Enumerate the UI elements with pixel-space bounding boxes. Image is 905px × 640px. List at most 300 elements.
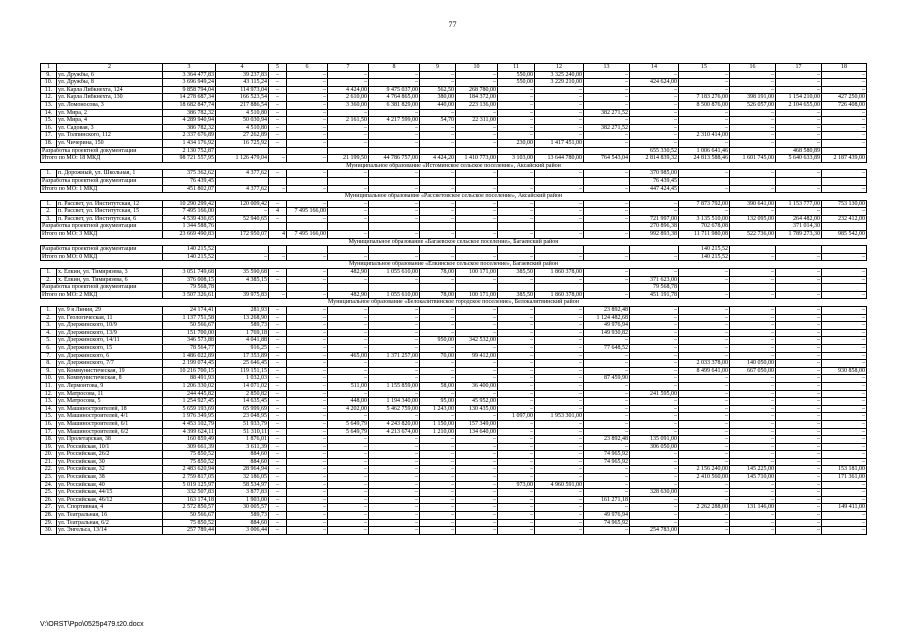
amount-cell: – <box>535 458 584 466</box>
amount-cell: – <box>630 117 679 125</box>
row-number-cell: 26. <box>41 496 57 504</box>
summary-row <box>41 291 867 299</box>
amount-cell: – <box>420 367 456 375</box>
amount-cell: – <box>420 276 456 284</box>
amount-cell: – <box>420 170 456 178</box>
row-number-cell: 12. <box>41 94 57 102</box>
amount-cell: 184 372,00 <box>456 94 498 102</box>
amount-cell <box>822 147 867 155</box>
amount-cell: – <box>822 527 867 535</box>
amount-cell: – <box>584 360 630 368</box>
amount-cell: 667 050,00 <box>730 367 776 375</box>
amount-cell: – <box>369 124 420 132</box>
amount-cell: – <box>369 231 420 239</box>
amount-cell: 1 371 257,00 <box>369 352 420 360</box>
amount-cell: – <box>420 360 456 368</box>
amount-cell: – <box>328 344 369 352</box>
column-number-cell: 5 <box>269 64 287 72</box>
amount-cell: – <box>420 489 456 497</box>
amount-cell: – <box>328 322 369 330</box>
amount-cell: 1 417 451,00 <box>535 139 584 147</box>
amount-cell: 1 097,00 <box>498 413 535 421</box>
amount-cell: 1 126 479,04 <box>216 155 269 163</box>
amount-cell: – <box>822 269 867 277</box>
amount-cell: – <box>630 71 679 79</box>
amount-cell: – <box>822 307 867 315</box>
amount-cell: – <box>369 337 420 345</box>
amount-cell: – <box>679 71 730 79</box>
amount-cell: – <box>328 512 369 520</box>
table-row <box>41 519 867 527</box>
amount-cell: – <box>730 519 776 527</box>
amount-cell: – <box>287 474 328 482</box>
count-cell: – <box>269 398 287 406</box>
amount-cell: 424 624,00 <box>630 79 679 87</box>
amount-cell: 79 568,78 <box>163 284 216 292</box>
table-row <box>41 451 867 459</box>
amount-cell: 18 682 847,74 <box>163 101 216 109</box>
amount-cell: – <box>498 117 535 125</box>
amount-cell: – <box>328 519 369 527</box>
amount-cell: 149 930,82 <box>584 329 630 337</box>
amount-cell <box>822 177 867 185</box>
amount-cell: 52 940,65 <box>216 215 269 223</box>
amount-cell <box>498 284 535 292</box>
amount-cell: – <box>456 527 498 535</box>
amount-cell: – <box>369 436 420 444</box>
amount-cell: – <box>369 443 420 451</box>
amount-cell: – <box>456 253 498 261</box>
amount-cell: – <box>679 413 730 421</box>
amount-cell: – <box>679 428 730 436</box>
amount-cell: – <box>420 458 456 466</box>
row-number-cell: 24. <box>41 481 57 489</box>
amount-cell <box>498 223 535 231</box>
amount-cell: – <box>498 276 535 284</box>
amount-cell: 427 250,00 <box>822 94 867 102</box>
row-number-cell: 13. <box>41 101 57 109</box>
row-number-cell: 15. <box>41 117 57 125</box>
amount-cell: 35 590,68 <box>216 269 269 277</box>
amount-cell <box>328 177 369 185</box>
column-number-cell: 14 <box>630 64 679 72</box>
row-number-cell: 23. <box>41 474 57 482</box>
amount-cell: – <box>730 291 776 299</box>
amount-cell: – <box>630 329 679 337</box>
row-number-cell: 29. <box>41 519 57 527</box>
table-row <box>41 496 867 504</box>
amount-cell: 306 050,00 <box>630 443 679 451</box>
amount-cell: – <box>287 443 328 451</box>
amount-cell: – <box>369 504 420 512</box>
amount-cell: – <box>822 382 867 390</box>
amount-cell: 3 229 210,00 <box>535 79 584 87</box>
table-row <box>41 307 867 315</box>
amount-cell: – <box>776 185 822 193</box>
amount-cell: 973,00 <box>498 481 535 489</box>
amount-cell: 78,00 <box>420 291 456 299</box>
amount-cell <box>287 223 328 231</box>
amount-cell: – <box>584 382 630 390</box>
address-cell: ул. Дзержинского, 13/9 <box>57 329 163 337</box>
amount-cell: 76 439,45 <box>630 177 679 185</box>
amount-cell <box>420 246 456 254</box>
amount-cell: 386 782,32 <box>163 109 216 117</box>
amount-cell: – <box>287 276 328 284</box>
amount-cell: – <box>369 71 420 79</box>
amount-cell: 264 482,00 <box>776 215 822 223</box>
amount-cell: 2 130 752,87 <box>163 147 216 155</box>
amount-cell: 482,90 <box>328 269 369 277</box>
amount-cell: – <box>822 337 867 345</box>
amount-cell: 8 499 641,00 <box>679 367 730 375</box>
amount-cell: – <box>420 139 456 147</box>
amount-cell: – <box>369 496 420 504</box>
table-row <box>41 79 867 87</box>
row-number-cell: 19. <box>41 443 57 451</box>
amount-cell: – <box>287 71 328 79</box>
amount-cell: – <box>535 337 584 345</box>
amount-cell: 702 678,08 <box>679 223 730 231</box>
amount-cell: – <box>776 367 822 375</box>
amount-cell: – <box>679 458 730 466</box>
table-row <box>41 344 867 352</box>
amount-cell: 2 161,50 <box>328 117 369 125</box>
amount-cell: – <box>369 276 420 284</box>
summary-label: Разработка проектной документации <box>41 223 163 231</box>
amount-cell: – <box>369 109 420 117</box>
amount-cell: – <box>369 185 420 193</box>
amount-cell: 385,50 <box>498 269 535 277</box>
amount-cell: – <box>730 170 776 178</box>
amount-cell: – <box>679 117 730 125</box>
address-cell: ул. Российская, 30 <box>57 458 163 466</box>
amount-cell: – <box>776 139 822 147</box>
amount-cell: – <box>269 291 287 299</box>
amount-cell: 232 412,00 <box>822 215 867 223</box>
amount-cell: – <box>679 481 730 489</box>
count-cell: – <box>269 474 287 482</box>
amount-cell: – <box>630 504 679 512</box>
amount-cell: – <box>776 496 822 504</box>
amount-cell: – <box>730 337 776 345</box>
amount-cell <box>369 246 420 254</box>
amount-cell: – <box>456 367 498 375</box>
amount-cell: 1 154 210,00 <box>776 94 822 102</box>
amount-cell: 4 399 624,11 <box>163 428 216 436</box>
amount-cell: – <box>776 489 822 497</box>
row-number-cell: 11. <box>41 86 57 94</box>
count-cell: – <box>269 466 287 474</box>
amount-cell: – <box>535 329 584 337</box>
row-number-cell: 25. <box>41 489 57 497</box>
row-number-cell: 18. <box>41 139 57 147</box>
amount-cell: – <box>456 360 498 368</box>
amount-cell: – <box>328 132 369 140</box>
amount-cell: – <box>328 109 369 117</box>
count-cell: – <box>269 390 287 398</box>
address-cell: ул. Машиностроителей, 4/1 <box>57 413 163 421</box>
amount-cell: 270 896,38 <box>630 223 679 231</box>
table-row <box>41 269 867 277</box>
amount-cell: – <box>584 215 630 223</box>
address-cell: х. Ёлкин, ул. Тимирязева, 6 <box>57 276 163 284</box>
amount-cell <box>216 177 269 185</box>
amount-cell: – <box>822 436 867 444</box>
amount-cell: – <box>287 132 328 140</box>
count-cell: – <box>269 314 287 322</box>
amount-cell: 4 424,20 <box>420 155 456 163</box>
table-row <box>41 360 867 368</box>
amount-cell: – <box>679 307 730 315</box>
amount-cell: – <box>369 79 420 87</box>
amount-cell: – <box>679 451 730 459</box>
amount-cell: 160 859,49 <box>163 436 216 444</box>
amount-cell: – <box>776 132 822 140</box>
amount-cell: – <box>679 314 730 322</box>
row-number-cell: 11. <box>41 382 57 390</box>
amount-cell: – <box>498 527 535 535</box>
amount-cell: – <box>535 94 584 102</box>
amount-cell: 1 153 777,00 <box>776 200 822 208</box>
amount-cell: – <box>328 231 369 239</box>
amount-cell <box>420 284 456 292</box>
amount-cell: 1 243,00 <box>420 405 456 413</box>
amount-cell: 88 491,93 <box>163 375 216 383</box>
amount-cell <box>456 284 498 292</box>
amount-cell: – <box>498 86 535 94</box>
amount-cell: – <box>822 405 867 413</box>
amount-cell: 371 623,00 <box>630 276 679 284</box>
amount-cell: – <box>498 466 535 474</box>
row-number-cell: 17. <box>41 428 57 436</box>
amount-cell: – <box>287 139 328 147</box>
address-cell: ул. Российская, 10/1 <box>57 443 163 451</box>
amount-cell: 655 330,52 <box>630 147 679 155</box>
amount-cell: – <box>679 512 730 520</box>
amount-cell: – <box>535 200 584 208</box>
amount-cell: – <box>456 79 498 87</box>
amount-cell: 2 572 850,57 <box>163 504 216 512</box>
amount-cell: 77 648,52 <box>584 344 630 352</box>
amount-cell: – <box>498 405 535 413</box>
summary-label: Итого по МО: 18 МКД <box>41 155 163 163</box>
amount-cell: – <box>420 519 456 527</box>
amount-cell: 145 710,00 <box>730 474 776 482</box>
amount-cell: – <box>328 139 369 147</box>
amount-cell: – <box>630 451 679 459</box>
amount-cell: 309 661,39 <box>163 443 216 451</box>
row-number-cell: 14. <box>41 405 57 413</box>
amount-cell <box>456 223 498 231</box>
summary-row <box>41 223 867 231</box>
amount-cell: – <box>498 170 535 178</box>
count-cell: – <box>269 117 287 125</box>
table-row <box>41 489 867 497</box>
count-cell: – <box>269 337 287 345</box>
amount-cell: 24 174,41 <box>163 307 216 315</box>
amount-cell: 27 262,89 <box>216 132 269 140</box>
count-cell: – <box>269 132 287 140</box>
amount-cell: – <box>456 481 498 489</box>
amount-cell: – <box>822 314 867 322</box>
amount-cell: – <box>679 344 730 352</box>
address-cell: ул. Дзержинского, 6 <box>57 352 163 360</box>
amount-cell: – <box>679 124 730 132</box>
amount-cell: – <box>498 322 535 330</box>
amount-cell <box>287 246 328 254</box>
amount-cell: – <box>535 231 584 239</box>
amount-cell: – <box>369 170 420 178</box>
amount-cell: – <box>420 208 456 216</box>
amount-cell: – <box>776 170 822 178</box>
amount-cell: – <box>328 390 369 398</box>
amount-cell: – <box>420 451 456 459</box>
column-number-cell: 7 <box>328 64 369 72</box>
amount-cell <box>328 147 369 155</box>
amount-cell: – <box>287 185 328 193</box>
amount-cell: – <box>730 79 776 87</box>
amount-cell: – <box>420 253 456 261</box>
amount-cell: – <box>328 215 369 223</box>
amount-cell: – <box>679 489 730 497</box>
amount-cell: 328 630,00 <box>630 489 679 497</box>
amount-cell: 3 611,39 <box>216 443 269 451</box>
amount-cell: – <box>584 253 630 261</box>
amount-cell: – <box>776 474 822 482</box>
amount-cell: – <box>535 360 584 368</box>
amount-cell: – <box>630 367 679 375</box>
amount-cell: – <box>730 344 776 352</box>
amount-cell <box>535 284 584 292</box>
amount-cell: – <box>822 443 867 451</box>
amount-cell: – <box>498 451 535 459</box>
amount-cell: – <box>498 504 535 512</box>
amount-cell <box>776 177 822 185</box>
table-row <box>41 481 867 489</box>
amount-cell: – <box>730 314 776 322</box>
amount-cell: – <box>822 352 867 360</box>
amount-cell: 120 009,42 <box>216 200 269 208</box>
amount-cell: – <box>498 109 535 117</box>
count-cell: – <box>269 170 287 178</box>
amount-cell <box>269 147 287 155</box>
amount-cell: 10 216 700,15 <box>163 367 216 375</box>
amount-cell: 140 215,52 <box>163 253 216 261</box>
amount-cell: – <box>776 360 822 368</box>
municipality-title: Муниципальное образование «Рассветовское сельское поселение», Аксайский район <box>41 193 867 201</box>
amount-cell: – <box>630 337 679 345</box>
amount-cell: – <box>584 208 630 216</box>
table-row <box>41 329 867 337</box>
amount-cell: – <box>328 329 369 337</box>
amount-cell: 385,50 <box>498 291 535 299</box>
amount-cell: – <box>679 398 730 406</box>
amount-cell: – <box>287 451 328 459</box>
amount-cell: – <box>584 117 630 125</box>
amount-cell: – <box>630 307 679 315</box>
amount-cell: 65 999,69 <box>216 405 269 413</box>
amount-cell: – <box>328 481 369 489</box>
amount-cell: – <box>287 101 328 109</box>
amount-cell: – <box>776 307 822 315</box>
address-cell: х. Ёлкин, ул. Тимирязева, 3 <box>57 269 163 277</box>
amount-cell: 98 721 557,95 <box>163 155 216 163</box>
amount-cell: 382 271,52 <box>584 124 630 132</box>
amount-cell: 43 115,24 <box>216 79 269 87</box>
amount-cell: – <box>679 527 730 535</box>
repair-schedule-table <box>40 63 867 535</box>
amount-cell: – <box>584 466 630 474</box>
amount-cell: – <box>498 474 535 482</box>
column-number-cell: 12 <box>535 64 584 72</box>
amount-cell: 916,25 <box>216 344 269 352</box>
count-cell: – <box>269 124 287 132</box>
amount-cell: – <box>822 322 867 330</box>
amount-cell: – <box>498 382 535 390</box>
amount-cell: – <box>456 231 498 239</box>
row-number-cell: 12. <box>41 390 57 398</box>
amount-cell: 95,00 <box>420 398 456 406</box>
amount-cell: – <box>369 215 420 223</box>
amount-cell: – <box>730 276 776 284</box>
amount-cell: 51 933,79 <box>216 420 269 428</box>
amount-cell: – <box>630 519 679 527</box>
amount-cell: – <box>328 71 369 79</box>
summary-row <box>41 284 867 292</box>
amount-cell: 930 858,00 <box>822 367 867 375</box>
amount-cell: – <box>730 398 776 406</box>
table-row <box>41 436 867 444</box>
amount-cell: 4 377,62 <box>216 170 269 178</box>
table-row <box>41 420 867 428</box>
amount-cell: 135 091,00 <box>630 436 679 444</box>
amount-cell: 465,00 <box>328 352 369 360</box>
amount-cell: – <box>287 344 328 352</box>
count-cell: 4 <box>269 208 287 216</box>
amount-cell: – <box>456 307 498 315</box>
amount-cell: – <box>679 269 730 277</box>
amount-cell: – <box>776 337 822 345</box>
row-number-cell: 28. <box>41 512 57 520</box>
amount-cell: – <box>630 352 679 360</box>
amount-cell: – <box>420 436 456 444</box>
amount-cell: 447 424,45 <box>630 185 679 193</box>
amount-cell: – <box>420 512 456 520</box>
amount-cell: – <box>776 390 822 398</box>
amount-cell: 1 410 773,00 <box>456 155 498 163</box>
amount-cell <box>679 284 730 292</box>
amount-cell: 884,60 <box>216 451 269 459</box>
amount-cell: 11 711 980,08 <box>679 231 730 239</box>
amount-cell: – <box>630 86 679 94</box>
amount-cell: – <box>535 132 584 140</box>
amount-cell: 884,60 <box>216 519 269 527</box>
row-number-cell: 5. <box>41 337 57 345</box>
amount-cell: 49 976,94 <box>584 512 630 520</box>
amount-cell <box>730 246 776 254</box>
amount-cell: – <box>584 337 630 345</box>
table-row <box>41 466 867 474</box>
amount-cell: 589,73 <box>216 512 269 520</box>
amount-cell: 157 349,00 <box>456 420 498 428</box>
amount-cell <box>328 223 369 231</box>
amount-cell: – <box>287 170 328 178</box>
amount-cell: – <box>420 481 456 489</box>
amount-cell: – <box>535 451 584 459</box>
amount-cell: – <box>584 71 630 79</box>
amount-cell: – <box>328 527 369 535</box>
